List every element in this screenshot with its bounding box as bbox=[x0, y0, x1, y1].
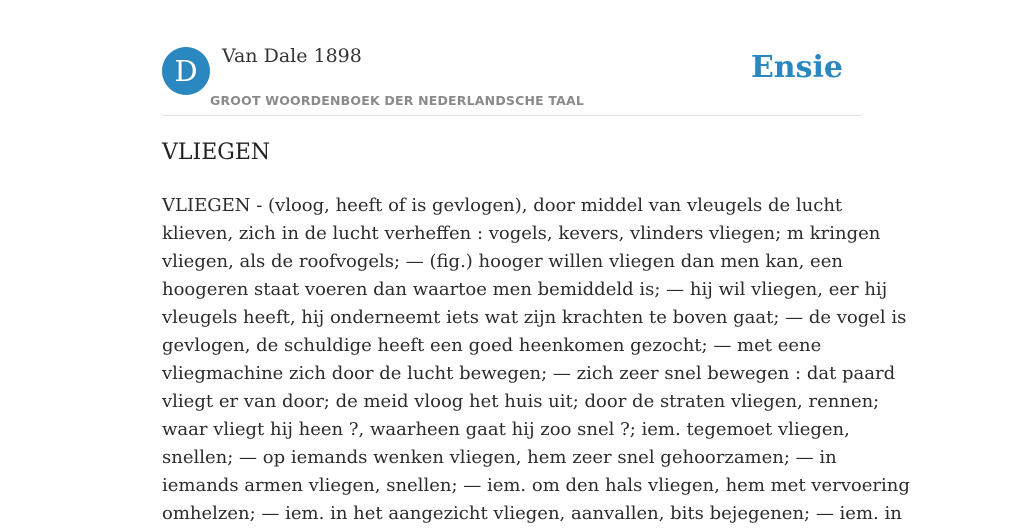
definition-line: VLIEGEN - (vloog, heeft of is gevlogen), door middel van vleugels de lucht bbox=[162, 195, 843, 216]
definition-line: vliegen, als de roofvogels; — (fig.) hooger willen vliegen dan men kan, een bbox=[162, 251, 843, 272]
definition-line: waar vliegt hij heen ?, waarheen gaat hij zoo snel ?; iem. tegemoet vliegen, bbox=[162, 419, 850, 440]
dictionary-badge: D bbox=[162, 47, 210, 95]
definition-line: gevlogen, de schuldige heeft een goed heenkomen gezocht; — met eene bbox=[162, 335, 822, 356]
definition-line: vleugels heeft, hij onderneemt iets wat zijn krachten te boven gaat; — de vogel is bbox=[162, 307, 907, 328]
ensie-logo-link[interactable]: Ensie bbox=[750, 50, 843, 85]
definition-line: snellen; — op iemands wenken vliegen, hem zeer snel gehoorzamen; — in bbox=[162, 447, 837, 468]
definition-line: iemands armen vliegen, snellen; — iem. om den hals vliegen, hem met vervoering bbox=[162, 475, 910, 496]
dictionary-subtitle: GROOT WOORDENBOEK DER NEDERLANDSCHE TAAL bbox=[210, 93, 585, 108]
header-divider bbox=[162, 115, 862, 116]
definition-line: vliegt er van door; de meid vloog het huis uit; door de straten vliegen, rennen; bbox=[162, 391, 880, 412]
definition-line: omhelzen; — iem. in het aangezicht vliegen, aanvallen, bits bejegenen; — iem. in bbox=[162, 503, 902, 524]
entry-definition bbox=[162, 192, 910, 528]
definition-line: klieven, zich in de lucht verheffen : vogels, kevers, vlinders vliegen; m kringen bbox=[162, 223, 881, 244]
dictionary-header bbox=[162, 0, 862, 116]
dictionary-title[interactable]: Van Dale 1898 bbox=[222, 45, 362, 67]
definition-line: hoogeren staat voeren dan waartoe men bemiddeld is; — hij wil vliegen, eer hij bbox=[162, 279, 888, 300]
entry-headword: VLIEGEN bbox=[162, 140, 271, 165]
definition-line: vliegmachine zich door de lucht bewegen; — zich zeer snel bewegen : dat paard bbox=[162, 363, 896, 384]
